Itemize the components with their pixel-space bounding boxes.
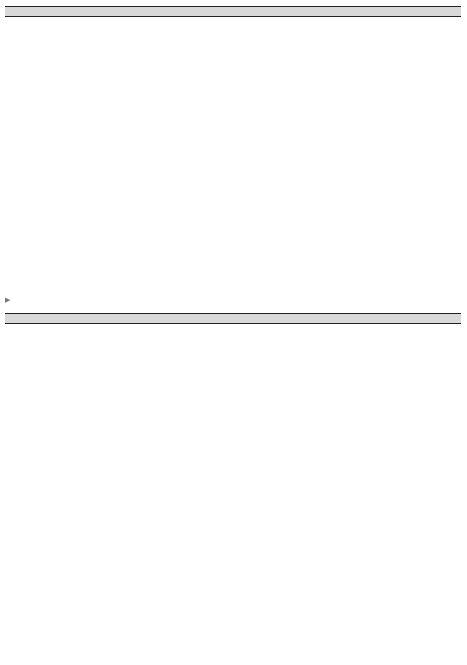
- schedule-table-2025-winter: [5, 313, 461, 324]
- triangle-icon: ▶: [5, 296, 11, 304]
- header-weekdays: [27, 7, 197, 17]
- header-date: [197, 7, 277, 17]
- header-month: [5, 7, 27, 17]
- schedule-table-2025-fall: [5, 6, 461, 17]
- header-content: [277, 7, 461, 17]
- table-header-row: [5, 314, 461, 324]
- table-header-row: [5, 7, 461, 17]
- header-month: [5, 314, 27, 324]
- section-heading-2025: [5, 293, 14, 306]
- header-content: [277, 314, 461, 324]
- header-date: [197, 314, 277, 324]
- header-weekdays: [27, 314, 197, 324]
